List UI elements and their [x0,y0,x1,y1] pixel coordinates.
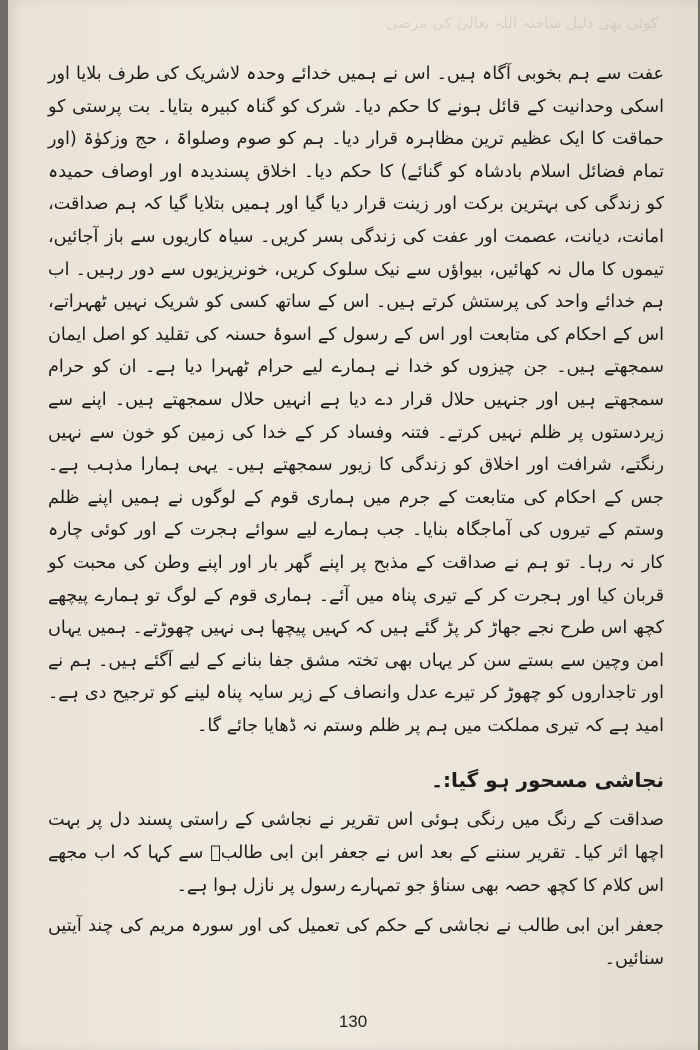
book-page [8,0,698,1050]
page-number: 130 [338,1012,368,1031]
page-body [48,58,664,975]
section-heading: نجاشی مسحور ہو گیا:۔ [431,768,664,793]
bleed-through-text: کوئی بھی دلیل ساختہ اللہ تعالیٰ کی مرضی [385,14,658,32]
paragraph-speech: عفت سے ہم بخوبی آگاہ ہیں۔ اس نے ہمیں خدائے وحدہ لاشریک کی طرف بلایا اور اسکی وحدانیت کے قائل ہونے کا حکم دیا۔ شرک کو گناہ کبیرہ بتایا۔ بت پرستی کو حماقت کا ایک عظیم ترین مظاہرہ قرار دیا۔ ہم کو صوم وصلواۃ ، حج وزکوٰۃ (اور تمام فضائل اسلام بادشاہ کو گنائے) کا حکم دیا۔ اخلاق پسندیدہ اور اوصاف حمیدہ کو زندگی کی بہترین برکت اور زینت قرار دیا گیا اور ہمیں بتلایا گیا کہ ہم صداقت، امانت، دیانت، عصمت اور عفت کی زندگی بسر کریں۔ سیاہ کاریوں سے باز آجائیں، تیموں کا مال نہ کھائیں، بیواؤں سے نیک سلوک کریں، خونریزیوں سے دور رہیں۔ اب ہم خدائے واحد کی پرستش کرتے ہیں۔ اس کے ساتھ کسی کو شریک نہیں ٹھہراتے، اس کے احکام کی متابعت اور اس کے رسول کے اسوۂ حسنہ کی تقلید کو اصل ایمان سمجھتے ہیں۔ جن چیزوں کو خدا نے ہمارے لیے حرام ٹھہرا دیا ہے۔ ان کو حرام سمجھتے ہیں اور جنہیں حلال قرار دے دیا ہے انہیں حلال سمجھتے ہیں۔ اپنے سے زیردستوں پر ظلم نہیں کرتے۔ فتنہ وفساد کر کے خدا کی زمین کو خون سے نہیں رنگتے، شرافت اور اخلاق کو زندگی کا زیور سمجھتے ہیں۔ یہی ہمارا مذہب ہے۔ جس کے احکام کی متابعت کے جرم میں ہماری قوم کے لوگوں نے ہمیں اپنے ظلم وستم کے تیروں کی آماجگاہ بنایا۔ جب ہمارے لیے سوائے ہجرت کے اور کوئی چارہ کار نہ رہا۔ تو ہم نے صداقت کے مذبح پر اپنے گھر بار اور اپنے وطن کی محبت کو قربان کیا اور ہجرت کر کے تیری پناہ میں آئے۔ ہماری قوم کے لوگ تو ہمارے پیچھے کچھ اس طرح نجے جھاڑ کر پڑ گئے ہیں کہ کہیں پیچھا ہی نہیں چھوڑتے۔ ہمیں یہاں امن وچین سے بستے سن کر یہاں بھی تختہ مشق جفا بنانے کے لیے آگئے ہیں۔ ہم نے اور تاجداروں کو چھوڑ کر تیرے عدل وانصاف کے زیر سایہ پناہ لینے کو ترجیح دی ہے۔ امید ہے کہ تیری مملکت میں ہم پر ظلم وستم نہ ڈھایا جائے گا۔ [48,64,664,736]
paragraph-recitation: جعفر ابن ابی طالب نے نجاشی کے حکم کی تعمیل کی اور سورہ مریم کی چند آیتیں سنائیں۔ [48,916,664,969]
paragraph-reaction: صداقت کے رنگ میں رنگی ہوئی اس تقریر نے نجاشی کے راستی پسند دل پر بہت اچھا اثر کیا۔ تقریر سننے کے بعد اس نے جعفر ابن ابی طالبؓ سے کہا کہ اب مجھے اس کلام کا کچھ حصہ بھی سناؤ جو تمہارے رسول پر نازل ہوا ہے۔ [48,810,664,896]
